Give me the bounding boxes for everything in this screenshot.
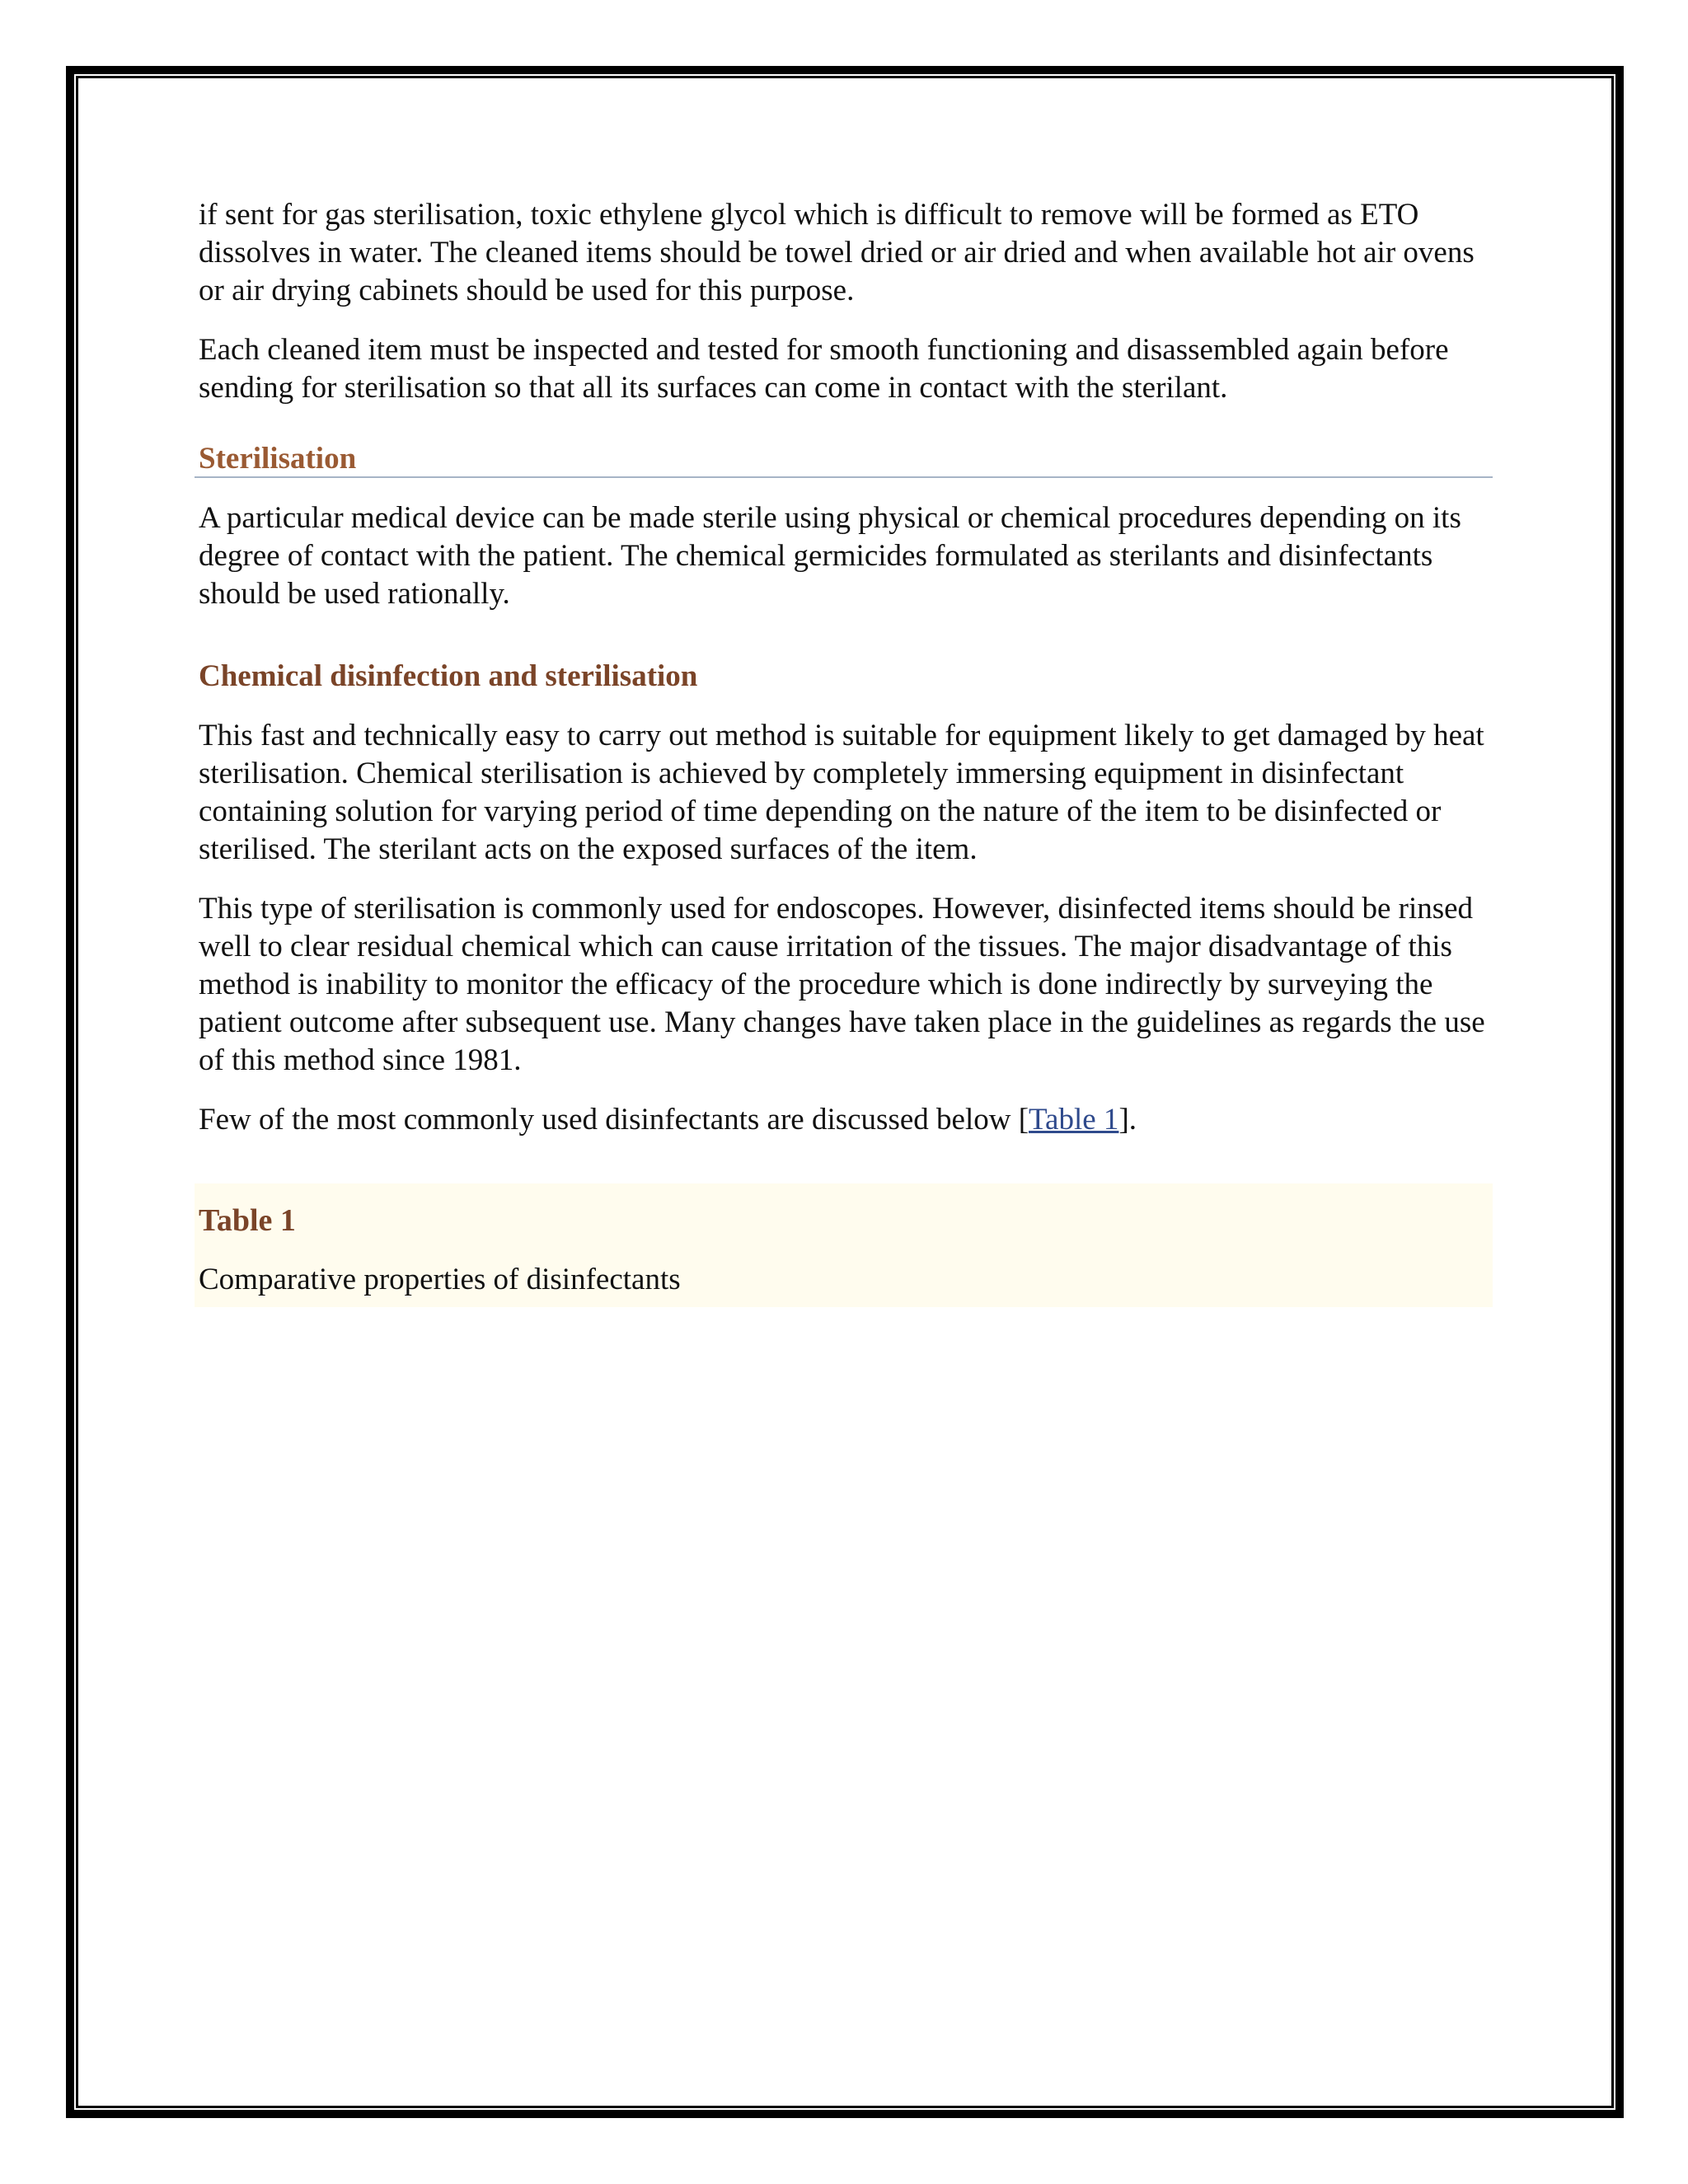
- table-caption-box: [195, 1183, 1493, 1307]
- table-caption: Comparative properties of disinfectants: [199, 1263, 681, 1296]
- document-body: [199, 196, 1493, 1139]
- chemical-paragraph-1: This fast and technically easy to carry out method is suitable for equipment likely to get damaged by heat sterilisation. Chemical sterilisation is achieved by completely immersing equipment in disinfectant containing solution for varying period of time depending on the nature of the item to be disinfected or sterilised. The sterilant acts on the exposed surfaces of the item.: [199, 719, 1484, 866]
- chemical-paragraph-3: [199, 1101, 1493, 1139]
- table-1-link[interactable]: Table 1: [1029, 1103, 1119, 1137]
- table-title: Table 1: [199, 1203, 296, 1238]
- paragraph-text-suffix: ].: [1118, 1103, 1137, 1137]
- subsection-heading-chemical: Chemical disinfection and sterilisation: [199, 659, 698, 693]
- paragraph-text-prefix: Few of the most commonly used disinfectants are discussed below [: [199, 1103, 1029, 1137]
- intro-paragraph-2: Each cleaned item must be inspected and tested for smooth functioning and disassembled again before sending for sterilisation so that all its surfaces can come in contact with the sterilant.: [199, 333, 1449, 405]
- chemical-paragraph-2: This type of sterilisation is commonly used for endoscopes. However, disinfected items should be rinsed well to clear residual chemical which can cause irritation of the tissues. The major disadvantage of this method is inability to monitor the efficacy of the procedure which is done indirectly by surveying the patient outcome after subsequent use. Many changes have taken place in the guidelines as regards the use of this method since 1981.: [199, 892, 1485, 1077]
- section-divider: [195, 476, 1493, 478]
- intro-paragraph-1: if sent for gas sterilisation, toxic ethylene glycol which is difficult to remove will be formed as ETO dissolves in water. The cleaned items should be towel dried or air dried and when available hot air ovens or air drying cabinets should be used for this purpose.: [199, 198, 1475, 307]
- sterilisation-paragraph: A particular medical device can be made sterile using physical or chemical procedures depending on its degree of contact with the patient. The chemical germicides formulated as sterilants and disinfectants should be used rationally.: [199, 501, 1461, 611]
- section-heading-sterilisation: Sterilisation: [199, 442, 357, 476]
